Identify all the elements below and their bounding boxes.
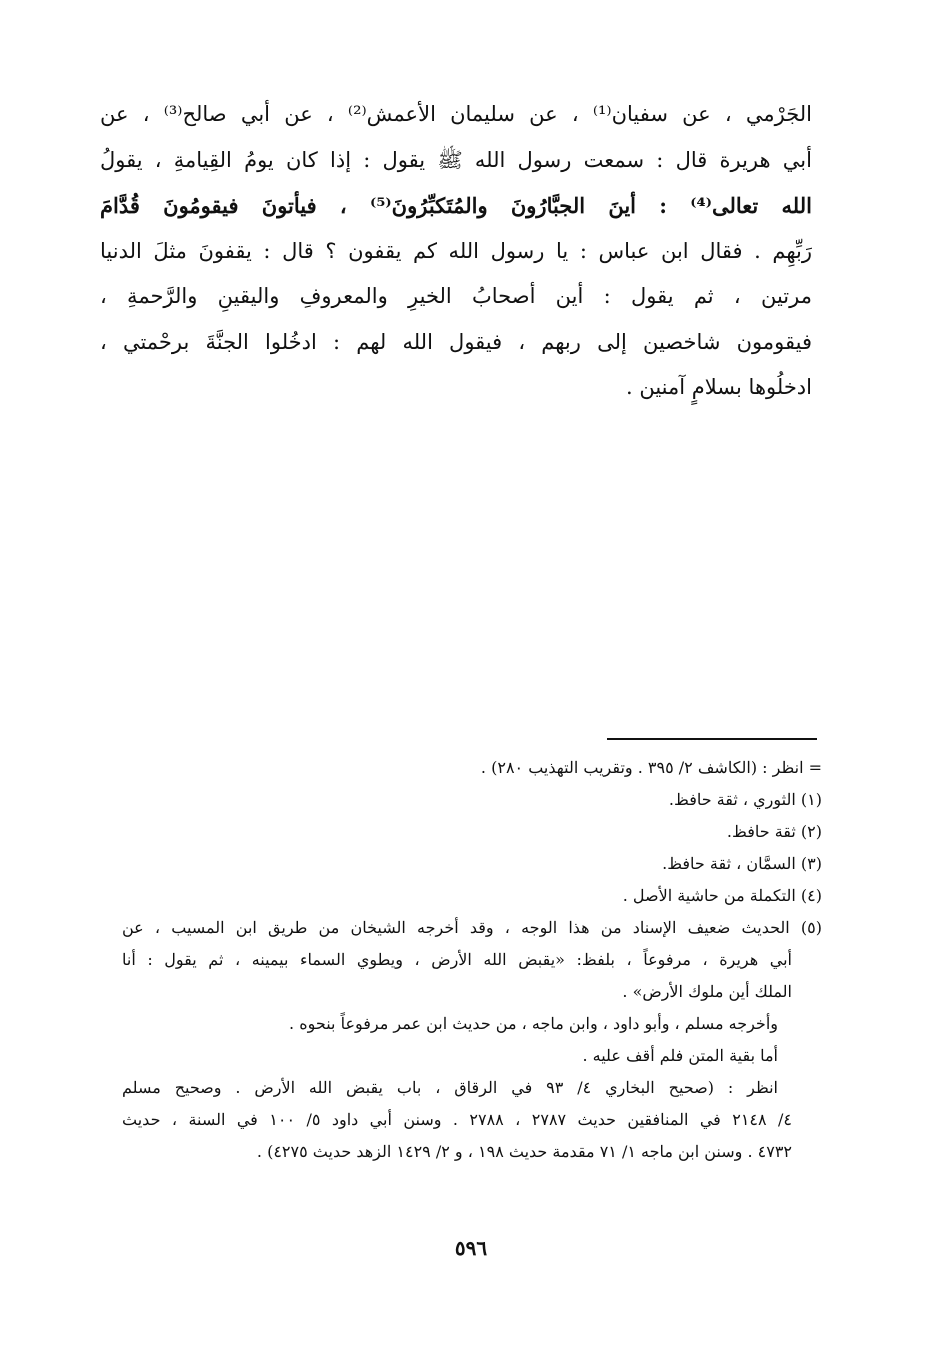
- footnote-1: (١) الثوري ، ثقة حافظ.: [668, 790, 822, 809]
- footnote-5-line: ٤/ ٢١٤٨ في المنافقين حديث ٢٧٨٧ ، ٢٧٨٨ . وسنن أبي داود ٥/ ١٠٠ في السنة ، حديث: [122, 1110, 793, 1129]
- footnote-5-line: انظر : (صحيح البخاري ٤/ ٩٣ في الرقاق ، باب يقبض الله الأرض . وصحيح مسلم: [122, 1078, 779, 1097]
- main-text-line: أبي هريرة قال : سمعت رسول الله ﷺ يقول : إذا كان يومُ القِيامةِ ، يقولُ: [100, 147, 812, 172]
- main-text-line: فيقومون شاخصين إلى ربهم ، فيقول الله لهم : ادخُلوا الجنَّةَ برحْمتي ،: [100, 329, 812, 354]
- footnotes: [122, 752, 822, 1168]
- main-text-line: مرتين ، ثم يقول : أين أصحابُ الخيرِ والمعروفِ واليقينِ والرَّحمةِ ،: [100, 284, 812, 308]
- footnote-continuation: = انظر : (الكاشف ٢/ ٣٩٥ . وتقريب التهذيب ٢٨٠) .: [480, 758, 822, 777]
- footnote-5-line: وأخرجه مسلم ، وأبو داود ، وابن ماجه ، من حديث ابن عمر مرفوعاً بنحوه .: [289, 1014, 778, 1033]
- footnote-5-line: ٤٧٣٢ . وسنن ابن ماجه ١/ ٧١ مقدمة حديث ١٩٨ ، و ٢/ ١٤٢٩ الزهد حديث ٤٢٧٥) .: [256, 1142, 792, 1161]
- footnote-4: (٤) التكملة من حاشية الأصل .: [622, 886, 822, 905]
- main-text: [100, 92, 812, 411]
- footnote-5-line: أبي هريرة ، مرفوعاً ، بلفظ: «يقبض الله الأرض ، ويطوي السماء بيمينه ، ثم يقول : أنا: [122, 950, 792, 969]
- footnote-5-line: أما بقية المتن فلم أقف عليه .: [582, 1046, 778, 1065]
- footnote-5: (٥) الحديث ضعيف الإسناد من هذا الوجه ، وقد أخرجه الشيخان من طريق ابن المسيب ، عن: [122, 918, 822, 937]
- main-text-line: الله تعالى⁽⁴⁾ : أينَ الجبَّارُونَ والمُتَكبِّرُونَ⁽⁵⁾ ، فيأتونَ فيقومُونَ قُدَّامَ: [100, 193, 812, 218]
- footnote-2: (٢) ثقة حافظ.: [726, 822, 822, 841]
- footnote-5-line: الملك أين ملوك الأرض» .: [622, 982, 792, 1001]
- main-text-line: الجَرْمي ، عن سفيان⁽¹⁾ ، عن سليمان الأعمش⁽²⁾ ، عن أبي صالح⁽³⁾ ، عن: [100, 102, 812, 126]
- footnote-separator: [607, 738, 817, 740]
- main-text-line: ادخلُوها بسلامٍ آمنين .: [626, 375, 812, 399]
- footnote-3: (٣) السمَّان ، ثقة حافظ.: [662, 854, 822, 873]
- page-number: ٥٩٦: [454, 1236, 488, 1260]
- main-text-line: رَبِّهِم . فقال ابن عباس : يا رسول الله كم يقفون ؟ قال : يقفونَ مثلَ الدنيا: [100, 238, 812, 263]
